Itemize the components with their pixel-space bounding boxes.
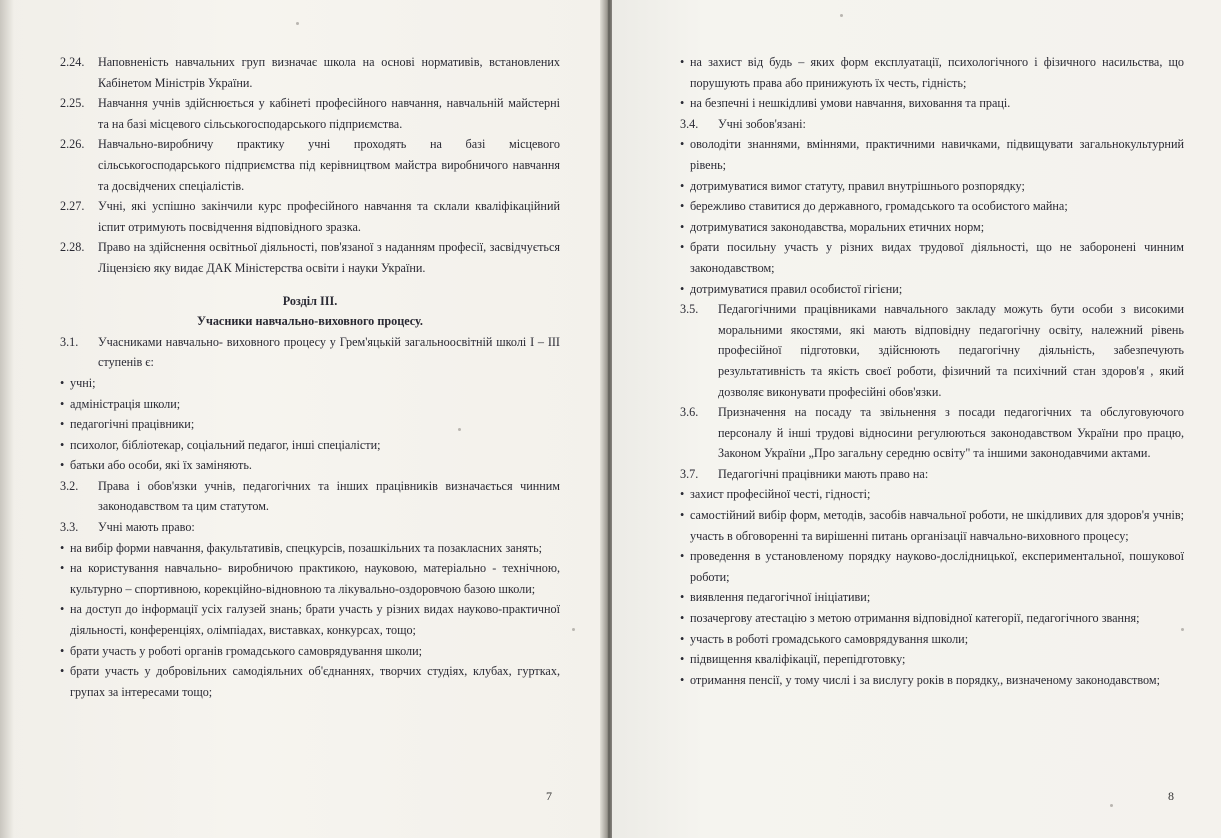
- paragraph-number: 3.6.: [680, 405, 699, 420]
- section-title: Розділ ІІІ.: [282, 293, 338, 308]
- paragraph-number: 2.24.: [60, 55, 85, 69]
- paragraph-text: Педагогічні працівники мають право на:: [718, 466, 929, 481]
- bullet-icon: •: [680, 590, 685, 605]
- list-item: • на безпечні і нешкідливі умови навчання, виховання та праці.: [680, 93, 1184, 114]
- paragraph-3-7: [680, 464, 1184, 485]
- bullet-icon: •: [680, 549, 685, 564]
- paragraph-text: Учні, які успішно закінчили курс професійного навчання та склали кваліфікаційний іспит отримують посвідчення відповідного зразка.: [98, 199, 560, 234]
- paragraph-number: 2.25.: [60, 96, 85, 111]
- paragraph-number: 2.26.: [60, 137, 85, 152]
- list-item: • виявлення педагогічної ініціативи;: [680, 587, 1184, 608]
- bullet-icon: •: [60, 602, 65, 617]
- section-subtitle: Учасники навчально-виховного процесу.: [197, 314, 423, 329]
- paragraph-text: Навчально-виробничу практику учні проходять на базі місцевого сільськогосподарського підприємства під керівництвом майстра виробничого навчання та досвідчених спеціалістів.: [98, 137, 560, 193]
- paragraph-number: 2.28.: [60, 240, 85, 255]
- bullet-icon: •: [680, 281, 685, 296]
- left-page-content: [60, 52, 560, 702]
- bullet-icon: •: [680, 508, 685, 523]
- bullet-icon: •: [680, 137, 685, 152]
- bullet-icon: •: [60, 540, 65, 555]
- bullet-icon: •: [60, 437, 65, 452]
- list-item: • проведення в установленому порядку науково-дослідницької, експериментальної, пошукової роботи;: [680, 546, 1184, 587]
- list-item: • участь в роботі громадського самоврядування школи;: [680, 629, 1184, 650]
- list-item: • учні;: [60, 373, 560, 394]
- bullet-icon: •: [60, 417, 65, 432]
- bullet-icon: •: [680, 487, 685, 502]
- paper-speck: [1181, 628, 1184, 631]
- bullet-icon: •: [60, 561, 65, 576]
- bullet-icon: •: [60, 375, 65, 390]
- paper-speck: [1110, 804, 1113, 807]
- list-item: • педагогічні працівники;: [60, 414, 560, 435]
- student-rights-continued-list: [680, 52, 1184, 114]
- bullet-icon: •: [680, 240, 685, 255]
- paragraph-text: Педагогічними працівниками навчального закладу можуть бути особи з високими моральними якостями, які мають відповідну педагогічну освіту, належний рівень професійної підготовки, здійснюють педагогічну діяльність, забезпечують результативність та якість своєї роботи, фізичний та психічний стан здоров'я , який дозволяє виконувати професійні обов'язки.: [718, 302, 1184, 399]
- paper-speck: [296, 22, 299, 25]
- list-item: • оволодіти знаннями, вміннями, практичними навичками, підвищувати загальнокультурний рівень;: [680, 134, 1184, 175]
- list-item: • на доступ до інформації усіх галузей знань; брати участь у різних видах науково-практичної діяльності, конференціях, олімпіадах, виставках, конкурсах, тощо;: [60, 599, 560, 640]
- list-item: • дотримуватися вимог статуту, правил внутрішнього розпорядку;: [680, 176, 1184, 197]
- paragraph-2-25: [60, 93, 560, 134]
- paragraph-3-4: [680, 114, 1184, 135]
- bullet-icon: •: [680, 652, 685, 667]
- student-duties-list: [680, 134, 1184, 299]
- paper-speck: [458, 428, 461, 431]
- list-item: • батьки або особи, які їх заміняють.: [60, 455, 560, 476]
- paragraph-3-5: [680, 299, 1184, 402]
- list-item: • на захист від будь – яких форм експлуатації, психологічного і фізичного насильства, що порушують права або принижують їх честь, гідність;: [680, 52, 1184, 93]
- bullet-icon: •: [60, 664, 65, 679]
- list-item: • отримання пенсії, у тому числі і за вислугу років в порядку,, визначеному законодавством;: [680, 670, 1184, 691]
- list-item: • психолог, бібліотекар, соціальний педагог, інші спеціалісти;: [60, 435, 560, 456]
- paragraph-text: Право на здійснення освітньої діяльності, пов'язаної з наданням професії, засвідчується Ліцензією яку видає ДАК Міністерства освіти і науки України.: [98, 240, 560, 275]
- participants-list: [60, 373, 560, 476]
- paper-speck: [572, 628, 575, 631]
- paragraph-number: 3.2.: [60, 478, 79, 493]
- list-item: • підвищення кваліфікації, перепідготовку;: [680, 649, 1184, 670]
- bullet-icon: •: [60, 643, 65, 658]
- paragraph-3-1: [60, 332, 560, 373]
- bullet-icon: •: [680, 631, 685, 646]
- bullet-icon: •: [680, 178, 685, 193]
- list-item: • на вибір форми навчання, факультативів, спецкурсів, позашкільних та позакласних занять;: [60, 538, 560, 559]
- bullet-icon: •: [680, 96, 685, 111]
- paper-speck: [840, 14, 843, 17]
- list-item: • брати участь у добровільних самодіяльних об'єднаннях, творчих студіях, клубах, гуртках, групах за інтересами тощо;: [60, 661, 560, 702]
- list-item: • самостійний вибір форм, методів, засобів навчальної роботи, не шкідливих для здоров'я учнів; участь в обговоренні та вирішенні питань організації навчально-виховного процесу;: [680, 505, 1184, 546]
- paragraph-2-27: [60, 196, 560, 237]
- paragraph-text: Права і обов'язки учнів, педагогічних та інших працівників визначається чинним законодавством та цим статутом.: [98, 478, 560, 514]
- paragraph-text: Учні зобов'язані:: [718, 116, 806, 131]
- bullet-icon: •: [680, 672, 685, 687]
- page-edge-shadow: [0, 0, 14, 838]
- bullet-icon: •: [680, 611, 685, 626]
- paragraph-number: 3.7.: [680, 466, 699, 481]
- paragraph-2-26: [60, 134, 560, 196]
- paragraph-number: 3.1.: [60, 334, 79, 349]
- student-rights-list: [60, 538, 560, 703]
- paragraph-number: 2.27.: [60, 199, 85, 214]
- right-page-content: [680, 52, 1184, 690]
- paragraph-text: Навчання учнів здійснюється у кабінеті професійного навчання, навчальній майстерні та на базі місцевого сільськогосподарського підприємства.: [98, 96, 560, 131]
- bullet-icon: •: [60, 458, 65, 473]
- paragraph-text: Учасниками навчально- виховного процесу у Грем'яцькій загальноосвітній школі І – ІІІ ступенів є:: [98, 334, 560, 370]
- paragraph-text: Призначення на посаду та звільнення з посади педагогічних та обслуговуючого персоналу й інші трудові відносини регулюються законодавством України про працю, Законом України „Про загальну середню освіту" та іншими законодавчими актами.: [718, 405, 1184, 461]
- paragraph-3-3: [60, 517, 560, 538]
- page-number: 8: [1168, 789, 1174, 803]
- right-page: [612, 0, 1221, 838]
- paragraph-text: Учні мають право:: [98, 520, 195, 535]
- list-item: • дотримуватися законодавства, моральних етичних норм;: [680, 217, 1184, 238]
- list-item: • дотримуватися правил особистої гігієни;: [680, 279, 1184, 300]
- list-item: • позачергову атестацію з метою отримання відповідної категорії, педагогічного звання;: [680, 608, 1184, 629]
- paragraph-text: Наповненість навчальних груп визначає школа на основі нормативів, встановлених Кабінетом Міністрів України.: [98, 55, 560, 90]
- list-item: • на користування навчально- виробничою практикою, науковою, матеріально - технічною, культурно – спортивною, корекційно-відновною та лікувально-оздоровчою базою школи;: [60, 558, 560, 599]
- paragraph-2-28: [60, 237, 560, 278]
- paragraph-2-24: [60, 52, 560, 93]
- paragraph-number: 3.5.: [680, 302, 699, 317]
- list-item: • брати участь у роботі органів громадського самоврядування школи;: [60, 641, 560, 662]
- bullet-icon: •: [680, 55, 685, 69]
- list-item: • брати посильну участь у різних видах трудової діяльності, що не заборонені чинним законодавством;: [680, 237, 1184, 278]
- list-item: • бережливо ставитися до державного, громадського та особистого майна;: [680, 196, 1184, 217]
- left-page: [0, 0, 606, 838]
- list-item: • захист професійної честі, гідності;: [680, 484, 1184, 505]
- paragraph-3-6: [680, 402, 1184, 464]
- paragraph-number: 3.4.: [680, 116, 699, 131]
- bullet-icon: •: [680, 199, 685, 214]
- page-number: 7: [546, 789, 552, 803]
- paragraph-3-2: [60, 476, 560, 517]
- bullet-icon: •: [680, 219, 685, 234]
- teacher-rights-list: [680, 484, 1184, 690]
- bullet-icon: •: [60, 396, 65, 411]
- list-item: • адміністрація школи;: [60, 394, 560, 415]
- paragraph-number: 3.3.: [60, 520, 79, 535]
